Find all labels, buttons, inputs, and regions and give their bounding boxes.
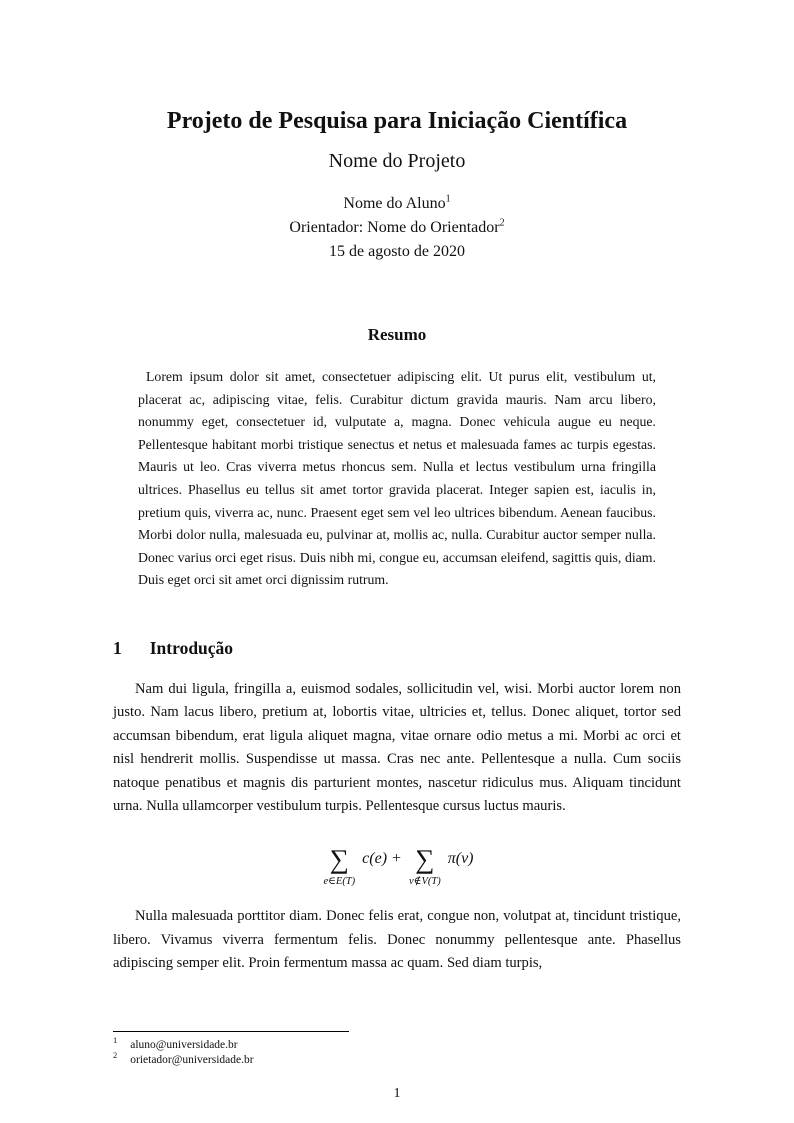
footnote-mark: 1: [113, 1035, 118, 1046]
footnote-1: [113, 1035, 681, 1053]
advisor-footnote-mark: 2: [499, 217, 505, 229]
page-number: 1: [393, 1086, 401, 1101]
sum-subscript-1: e∈E(T): [323, 876, 356, 888]
summation-2: [409, 845, 441, 887]
sum-subscript-2: v∉V(T): [409, 876, 441, 888]
footnote-2: [113, 1049, 681, 1068]
document-date: 15 de agosto de 2020: [329, 243, 465, 260]
document-subtitle: Nome do Projeto: [328, 150, 466, 172]
sum-symbol: ∑: [329, 843, 349, 874]
footnote-text-email: aluno@universidade.br: [130, 1039, 238, 1051]
intro-paragraph-1: Nam dui ligula, fringilla a, euismod sodales, sollicitudin vel, wisi. Morbi auctor lorem non justo. Nam lacus libero, pretium at, lobortis vitae, ultricies et, tellus. Donec aliquet, tortor sed accumsan bibendum, erat ligula aliquet magna, vitae ornare odio metus a mi. Morbi ac orci et nisl hendrerit mollis. Suspendisse ut massa. Cras nec ante. Pellentesque a nulla. Cum sociis natoque penatibus et magnis dis parturient montes, nascetur ridiculus mus. Aliquam tincidunt urna. Nulla ullamcorper vestibulum turpis. Pellentesque cursus luctus mauris.: [113, 680, 681, 815]
document-title: Projeto de Pesquisa para Iniciação Científica: [166, 108, 628, 134]
abstract-heading: Resumo: [367, 325, 427, 344]
equation-term-2: π(v): [447, 849, 474, 867]
section-title: Introdução: [149, 637, 234, 658]
sum-symbol: ∑: [415, 843, 435, 874]
footnote-rule: [113, 1031, 349, 1032]
author-footnote-mark: 1: [445, 193, 451, 205]
author-block: [0, 192, 794, 264]
advisor-name: Orientador: Nome do Orientador: [289, 219, 500, 236]
footnote-area: [113, 1031, 681, 1067]
summation-1: [323, 845, 355, 887]
footnote-mark: 2: [113, 1049, 118, 1060]
abstract-text: Lorem ipsum dolor sit amet, consectetuer adipiscing elit. Ut purus elit, vestibulum ut, placerat ac, adipiscing vitae, felis. Curabitur dictum gravida mauris. Nam arcu libero, nonummy eget, consectetuer id, vulputate a, magna. Donec vehicula augue eu neque. Pellentesque habitant morbi tristique senectus et netus et malesuada fames ac turpis egestas. Mauris ut leo. Cras viverra metus rhoncus sem. Nulla et lectus vestibulum urna fringilla ultrices. Phasellus eu tellus sit amet tortor gravida placerat. Integer sapien est, iaculis in, pretium quis, viverra ac, nunc. Praesent eget sem vel leo ultrices bibendum. Aenean faucibus. Morbi dolor nulla, malesuada eu, pulvinar at, mollis ac, nulla. Curabitur auctor semper nulla. Donec varius orci eget risus. Duis nibh mi, congue eu, accumsan eleifend, sagittis quis, diam. Duis eget orci sit amet orci dignissim rutrum.: [138, 369, 656, 588]
author-name: Nome do Aluno: [343, 195, 446, 212]
author-line: [0, 192, 794, 216]
equation-term-1: c(e): [362, 849, 388, 867]
footnote-text-email: orietador@universidade.br: [130, 1053, 254, 1066]
intro-paragraph-2: Nulla malesuada porttitor diam. Donec felis erat, congue non, volutpat at, tincidunt tristique, libero. Vivamus viverra fermentum felis. Donec nonummy pellentesque ante. Phasellus adipiscing semper elit. Proin fermentum massa ac quam. Sed diam turpis,: [113, 908, 681, 972]
section-number: 1: [113, 637, 122, 658]
section-heading: [113, 636, 681, 660]
equation-plus-operator: +: [392, 849, 402, 867]
advisor-line: [0, 216, 794, 240]
display-equation: [0, 845, 794, 887]
